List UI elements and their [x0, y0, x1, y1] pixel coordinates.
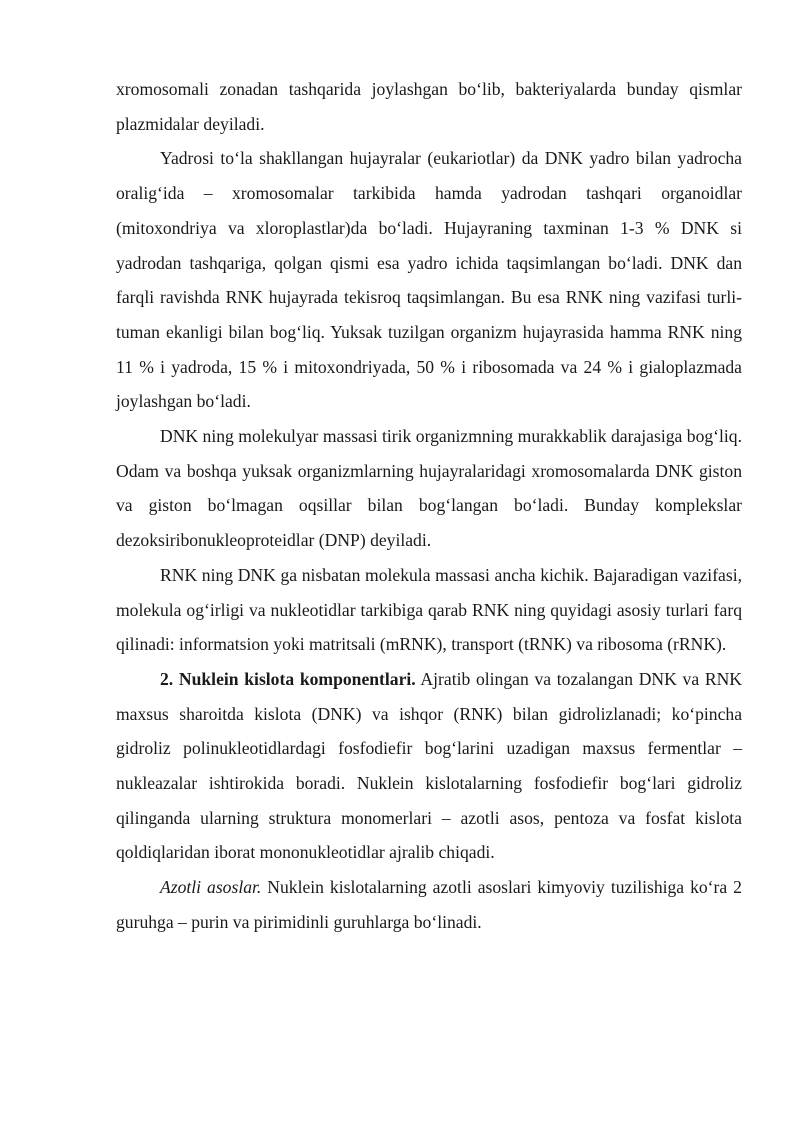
section-2-text: Ajratib olingan va tozalangan DNK va RNK maxsus sharoitda kislota (DNK) va ishqor (RNK) bilan gidrolizlanadi; ko‘pincha gidroliz polinukleotidlardagi fosfodiefir bog‘larini uzadigan maxsus fermentlar – nukleazalar ishtirokida boradi. Nuklein kislotalarning fosfodiefir bog‘lari gidroliz qilinganda ularning struktura monomerlari – azotli asos, pentoza va fosfat kislota qoldiqlaridan iborat mononukleotidlar ajralib chiqadi.: [116, 668, 742, 863]
section-heading: 2. Nuklein kislota komponentlari.: [160, 668, 416, 689]
paragraph-nitrogen-bases: [116, 870, 742, 939]
body-text: [116, 72, 742, 940]
paragraph-plasmids: xromosomali zonadan tashqarida joylashgan bo‘lib, bakteriyalarda bunday qismlar plazmidalar deyiladi.: [116, 79, 742, 134]
paragraph-dna-molecular-mass: DNK ning molekulyar massasi tirik organizmning murakkablik darajasiga bog‘liq. Odam va boshqa yuksak organizmlarning hujayralaridagi xromosomalarda DNK giston va giston bo‘lmagan oqsillar bilan bog‘langan bo‘ladi. Bunday komplekslar dezoksiribonukleoproteidlar (DNP) deyiladi.: [116, 426, 742, 551]
nitrogen-bases-text: Nuklein kislotalarning azotli asoslari kimyoviy tuzilishiga ko‘ra 2 guruhga – purin va pirimidinli guruhlarga bo‘linadi.: [116, 877, 742, 932]
paragraph-section-2: [116, 662, 742, 870]
term-nitrogen-bases: Azotli asoslar.: [160, 877, 262, 898]
paragraph-dna-localization: Yadrosi to‘la shakllangan hujayralar (eukariotlar) da DNK yadro bilan yadrocha oralig‘ida – xromosomalar tarkibida hamda yadrodan tashqari organoidlar (mitoxondriya va xloroplastlar)da bo‘ladi. Hujayraning taxminan 1-3 % DNK si yadrodan tashqariga, qolgan qismi esa yadro ichida taqsimlangan bo‘ladi. DNK dan farqli ravishda RNK hujayrada tekisroq taqsimlangan. Bu esa RNK ning vazifasi turli-tuman ekanligi bilan bog‘liq. Yuksak tuzilgan organizm hujayrasida hamma RNK ning 11 % i yadroda, 15 % i mitoxondriyada, 50 % i ribosomada va 24 % i gialoplazmada joylashgan bo‘ladi.: [116, 148, 742, 412]
paragraph-rna-types: RNK ning DNK ga nisbatan molekula massasi ancha kichik. Bajaradigan vazifasi, molekula og‘irligi va nukleotidlar tarkibiga qarab RNK ning quyidagi asosiy turlari farq qilinadi: informatsion yoki matritsali (mRNK), transport (tRNK) va ribosoma (rRNK).: [116, 564, 742, 655]
